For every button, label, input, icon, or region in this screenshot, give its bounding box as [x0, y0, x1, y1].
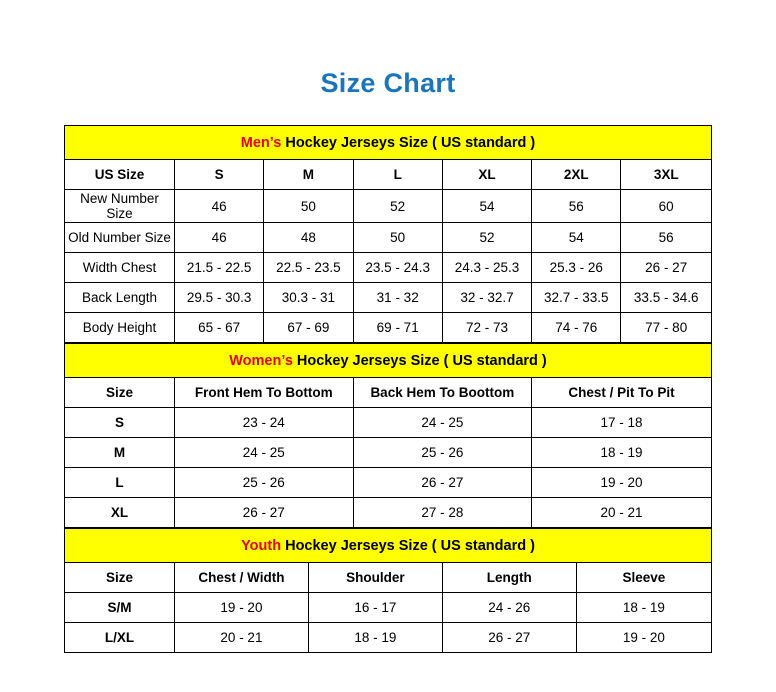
table-cell: 74 - 76 — [532, 313, 621, 343]
womens-size-table — [64, 343, 712, 528]
table-cell: 26 - 27 — [353, 468, 532, 498]
row-label: XL — [65, 498, 175, 528]
womens-heading-rest: Hockey Jerseys Size ( US standard ) — [292, 352, 547, 369]
table-cell: 21.5 - 22.5 — [174, 253, 263, 283]
table-cell: 67 - 69 — [264, 313, 353, 343]
table-cell: 52 — [442, 223, 531, 253]
table-cell: 25 - 26 — [353, 438, 532, 468]
table-cell: 16 - 17 — [308, 593, 442, 623]
table-cell: 65 - 67 — [174, 313, 263, 343]
womens-header-cell: Size — [65, 378, 175, 408]
womens-section-heading-row — [65, 344, 712, 378]
womens-header-cell: Back Hem To Boottom — [353, 378, 532, 408]
table-cell: 25 - 26 — [174, 468, 353, 498]
mens-header-cell: S — [174, 160, 263, 190]
mens-header-cell: 3XL — [621, 160, 712, 190]
womens-header-cell: Front Hem To Bottom — [174, 378, 353, 408]
table-cell: 17 - 18 — [532, 408, 712, 438]
table-cell: 32 - 32.7 — [442, 283, 531, 313]
table-cell: 19 - 20 — [576, 623, 711, 653]
row-label: S/M — [65, 593, 175, 623]
table-cell: 27 - 28 — [353, 498, 532, 528]
table-row — [65, 438, 712, 468]
row-label: New Number Size — [65, 190, 175, 223]
table-cell: 20 - 21 — [532, 498, 712, 528]
table-row — [65, 623, 712, 653]
table-cell: 23.5 - 24.3 — [353, 253, 442, 283]
youth-header-cell: Chest / Width — [174, 563, 308, 593]
table-cell: 46 — [174, 190, 263, 223]
table-row — [65, 593, 712, 623]
table-row — [65, 253, 712, 283]
table-cell: 26 - 27 — [442, 623, 576, 653]
table-row — [65, 408, 712, 438]
table-cell: 31 - 32 — [353, 283, 442, 313]
youth-header-cell: Length — [442, 563, 576, 593]
table-cell: 48 — [264, 223, 353, 253]
mens-header-cell: L — [353, 160, 442, 190]
table-cell: 32.7 - 33.5 — [532, 283, 621, 313]
womens-header-cell: Chest / Pit To Pit — [532, 378, 712, 408]
womens-heading-accent: Women’s — [229, 352, 293, 369]
table-cell: 25.3 - 26 — [532, 253, 621, 283]
youth-section-heading — [65, 529, 712, 563]
mens-header-cell: M — [264, 160, 353, 190]
mens-header-cell: 2XL — [532, 160, 621, 190]
table-cell: 24 - 25 — [174, 438, 353, 468]
youth-section-heading-row — [65, 529, 712, 563]
table-cell: 18 - 19 — [576, 593, 711, 623]
mens-section-heading-row — [65, 126, 712, 160]
womens-section-heading — [65, 344, 712, 378]
mens-section-heading — [65, 126, 712, 160]
table-cell: 24.3 - 25.3 — [442, 253, 531, 283]
table-cell: 77 - 80 — [621, 313, 712, 343]
table-cell: 26 - 27 — [621, 253, 712, 283]
table-row — [65, 498, 712, 528]
mens-heading-rest: Hockey Jerseys Size ( US standard ) — [281, 134, 536, 151]
table-row — [65, 313, 712, 343]
mens-size-table — [64, 125, 712, 343]
table-cell: 33.5 - 34.6 — [621, 283, 712, 313]
youth-header-cell: Shoulder — [308, 563, 442, 593]
womens-header-row — [65, 378, 712, 408]
table-cell: 69 - 71 — [353, 313, 442, 343]
mens-header-cell: XL — [442, 160, 531, 190]
table-row — [65, 468, 712, 498]
row-label: M — [65, 438, 175, 468]
table-cell: 22.5 - 23.5 — [264, 253, 353, 283]
row-label: Width Chest — [65, 253, 175, 283]
row-label: Body Height — [65, 313, 175, 343]
table-row — [65, 190, 712, 223]
table-cell: 23 - 24 — [174, 408, 353, 438]
row-label: S — [65, 408, 175, 438]
table-cell: 72 - 73 — [442, 313, 531, 343]
row-label: Old Number Size — [65, 223, 175, 253]
youth-header-cell: Size — [65, 563, 175, 593]
youth-size-table — [64, 528, 712, 653]
table-cell: 30.3 - 31 — [264, 283, 353, 313]
table-cell: 50 — [353, 223, 442, 253]
row-label: L/XL — [65, 623, 175, 653]
table-cell: 20 - 21 — [174, 623, 308, 653]
table-cell: 24 - 25 — [353, 408, 532, 438]
table-cell: 18 - 19 — [532, 438, 712, 468]
table-cell: 60 — [621, 190, 712, 223]
row-label: L — [65, 468, 175, 498]
table-cell: 50 — [264, 190, 353, 223]
table-cell: 56 — [621, 223, 712, 253]
table-cell: 19 - 20 — [174, 593, 308, 623]
table-cell: 18 - 19 — [308, 623, 442, 653]
table-row — [65, 223, 712, 253]
table-cell: 46 — [174, 223, 263, 253]
table-cell: 54 — [442, 190, 531, 223]
table-cell: 24 - 26 — [442, 593, 576, 623]
youth-header-row — [65, 563, 712, 593]
table-row — [65, 283, 712, 313]
table-cell: 54 — [532, 223, 621, 253]
table-cell: 52 — [353, 190, 442, 223]
mens-heading-accent: Men’s — [240, 134, 282, 151]
table-cell: 29.5 - 30.3 — [174, 283, 263, 313]
youth-header-cell: Sleeve — [576, 563, 711, 593]
mens-header-cell: US Size — [65, 160, 175, 190]
page-title: Size Chart — [320, 68, 456, 98]
youth-heading-accent: Youth — [241, 537, 282, 554]
table-cell: 19 - 20 — [532, 468, 712, 498]
row-label: Back Length — [65, 283, 175, 313]
table-cell: 26 - 27 — [174, 498, 353, 528]
table-cell: 56 — [532, 190, 621, 223]
mens-header-row — [65, 160, 712, 190]
youth-heading-rest: Hockey Jerseys Size ( US standard ) — [281, 537, 535, 554]
size-chart-tables — [64, 125, 712, 653]
